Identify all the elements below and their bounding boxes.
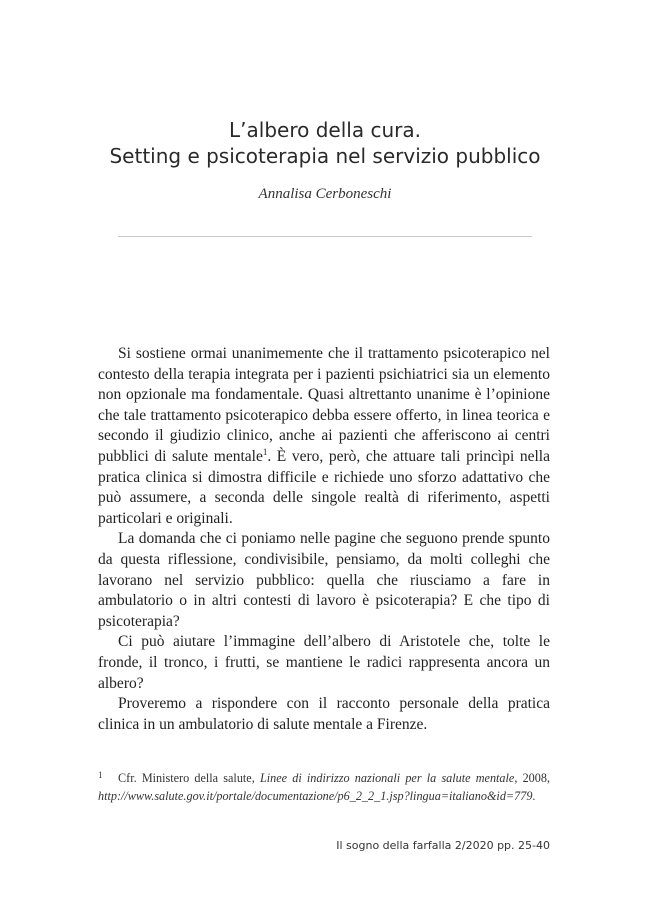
article-title-line-1: L’albero della cura. [229, 118, 421, 142]
body-paragraph-2: La domanda che ci poniamo nelle pagine che seguono prende spunto da questa riflessione, condivisibile, pensiamo, da molti colleghi che lavorano nel servizio pubblico: quella che riusciamo a fare in ambulatorio o in altri contesti di lavoro è psicoterapia? E che tipo di psicoterapia? [98, 530, 550, 630]
body-paragraph-1 [98, 344, 550, 529]
footnote-url: http://www.salute.gov.it/portale/documentazione/p6_2_2_1.jsp?lingua=italiano&id=779 [98, 789, 533, 803]
footnote-source-title: Linee di indirizzo nazionali per la salute mentale [259, 771, 515, 785]
footnote-number: 1 [98, 770, 103, 780]
body-paragraph-3: Ci può aiutare l’immagine dell’albero di Aristotele che, tolte le fronde, il tronco, i frutti, se mantiene le radici rappresenta ancora un albero? [98, 633, 550, 692]
article-body [98, 344, 550, 735]
journal-citation: Il sogno della farfalla 2/2020 pp. 25-40 [336, 839, 550, 852]
body-paragraph-4: Proveremo a rispondere con il racconto personale della pratica clinica in un ambulatorio di salute mentale a Firenze. [98, 695, 550, 733]
title-divider [118, 236, 532, 237]
body-paragraph-1-part-a: Si sostiene ormai unanimemente che il trattamento psicoterapico nel contesto della terapia integrata per i pazienti psichiatrici sia un elemento non opzionale ma fondamentale. Quasi altrettanto unanime è l’opinione che tale trattamento psicoterapico debba essere offerto, in linea teorica e secondo il giudizio clinico, anche ai pazienti che afferiscono ai centri pubblici di salute mentale [98, 345, 550, 465]
article-title-line-2: Setting e psicoterapia nel servizio pubblico [109, 144, 541, 168]
footnote [98, 766, 550, 805]
footnote-text-a: Cfr. Ministero della salute, [118, 771, 260, 785]
footnote-text-c: . [532, 789, 536, 803]
footnote-reference: 1 [262, 446, 268, 457]
body-paragraph-1-part-b: . È vero, però, che attuare tali princìpi nella pratica clinica si dimostra difficile e richiede uno sforzo adattativo che può assumere, a seconda delle singole realtà di riferimento, aspetti particolari e originali. [98, 447, 550, 527]
article-author: Annalisa Cerboneschi [258, 186, 392, 202]
footnote-text-b: , 2008, [514, 771, 550, 785]
